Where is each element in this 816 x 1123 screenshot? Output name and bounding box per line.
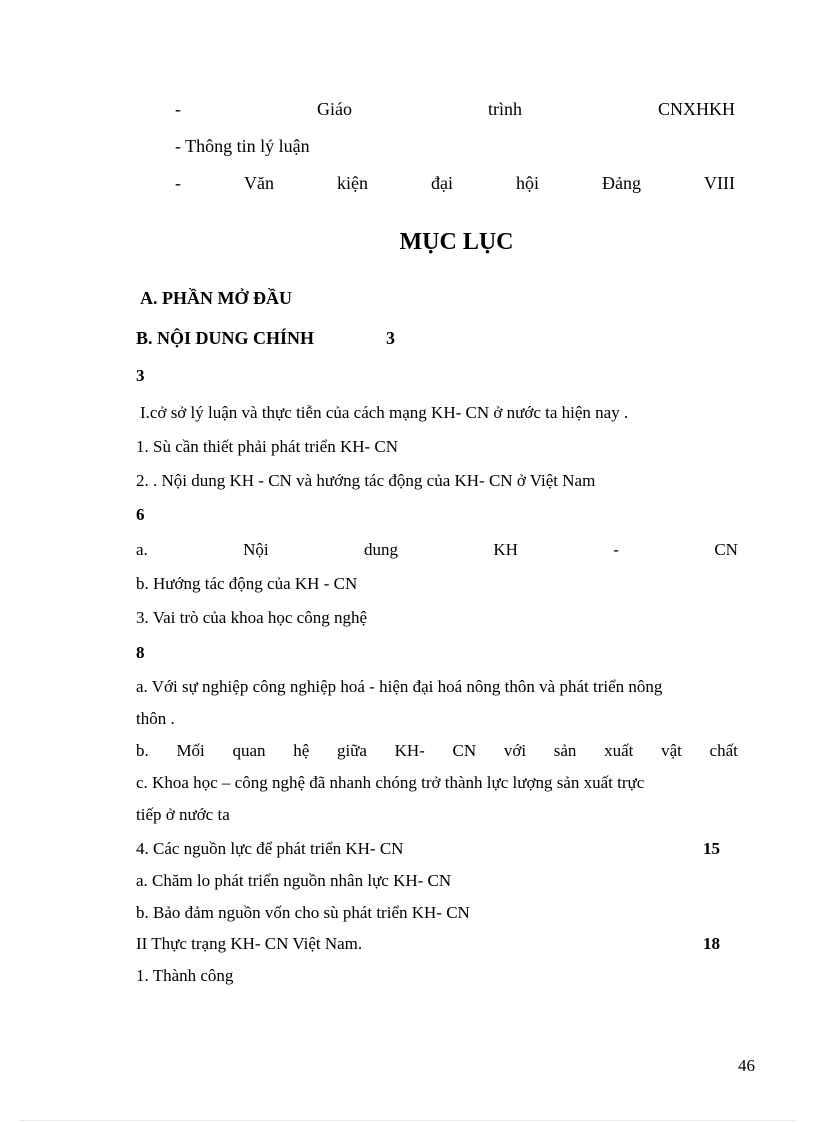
toc-item-3a-line-2: thôn . [136, 709, 175, 728]
toc-item-3c-line-2: tiếp ở nước ta [136, 805, 230, 824]
item-2a-word: a. [136, 540, 148, 559]
toc-part-b: B. NỘI DUNG CHÍNH [136, 328, 315, 348]
toc-item-4b: b. Bảo đảm nguồn vốn cho sù phát triển KH- CN [136, 903, 470, 922]
toc-section-2: II Thực trạng KH- CN Việt Nam. [136, 934, 363, 953]
footer-divider [20, 1120, 796, 1121]
item-3b-word: vật [661, 741, 682, 760]
ref3-word: hội [516, 173, 540, 193]
toc-section-2-page: 18 [703, 934, 720, 953]
ref1-word: CNXHKH [657, 99, 735, 119]
item-3b-word: giữa [336, 741, 367, 760]
toc-item-ii-1: 1. Thành công [136, 966, 234, 985]
item-3b-word: hệ [293, 741, 310, 760]
toc-page-6: 6 [136, 505, 145, 524]
toc-item-2a [136, 540, 738, 560]
ref3-word: - [175, 173, 181, 193]
reference-line-3 [175, 173, 735, 193]
item-2a-word: CN [714, 540, 738, 559]
toc-item-4: 4. Các nguồn lực để phát triển KH- CN [136, 839, 404, 858]
item-3b-word: với [503, 741, 527, 760]
ref3-word: VIII [704, 173, 735, 193]
toc-part-a: A. PHẦN MỞ ĐẦU [140, 288, 292, 308]
ref1-word: - [175, 99, 181, 119]
ref3-word: đại [431, 173, 453, 193]
item-3b-word: chất [709, 741, 738, 760]
item-3b-word: xuất [604, 741, 634, 760]
item-3b-word: CN [452, 741, 477, 760]
toc-page-8: 8 [136, 643, 145, 662]
item-2a-word: - [613, 540, 619, 559]
toc-item-2b: b. Hướng tác động của KH - CN [136, 574, 358, 593]
ref3-word: kiện [337, 173, 368, 193]
toc-section-1: I.cở sở lý luận và thực tiễn của cách mạng KH- CN ở nước ta hiện nay . [140, 403, 629, 422]
item-2a-word: dung [364, 540, 399, 559]
ref1-word: Giáo [316, 99, 352, 119]
toc-part-b-page: 3 [386, 328, 395, 348]
reference-line-2: - Thông tin lý luận [175, 136, 310, 156]
page-number: 46 [738, 1056, 755, 1075]
toc-item-3a-line-1: a. Với sự nghiệp công nghiệp hoá - hiện đại hoá nông thôn và phát triển nông [136, 677, 663, 696]
toc-item-3b [136, 741, 738, 761]
toc-item-4a: a. Chăm lo phát triển nguồn nhân lực KH- CN [136, 871, 452, 890]
item-3b-word: quan [232, 741, 266, 760]
toc-page-3: 3 [136, 366, 145, 385]
ref1-word: trình [487, 99, 522, 119]
item-3b-word: b. [136, 741, 149, 760]
toc-item-2: 2. . Nội dung KH - CN và hướng tác động của KH- CN ở Việt Nam [136, 471, 596, 490]
item-2a-word: KH [493, 540, 518, 559]
item-3b-word: sản [553, 741, 577, 760]
ref3-word: Văn [244, 173, 274, 193]
item-3b-word: KH- [394, 741, 425, 760]
reference-line-1 [175, 99, 735, 119]
ref3-word: Đảng [602, 173, 642, 193]
toc-item-3c-line-1: c. Khoa học – công nghệ đã nhanh chóng trở thành lực lượng sản xuất trực [136, 773, 645, 792]
item-3b-word: Mối [176, 741, 205, 760]
toc-item-4-page: 15 [703, 839, 720, 858]
page-title: MỤC LỤC [399, 229, 514, 255]
toc-item-3: 3. Vai trò của khoa học công nghệ [136, 608, 368, 627]
toc-item-1: 1. Sù cần thiết phải phát triển KH- CN [136, 437, 399, 456]
item-2a-word: Nội [243, 540, 269, 559]
